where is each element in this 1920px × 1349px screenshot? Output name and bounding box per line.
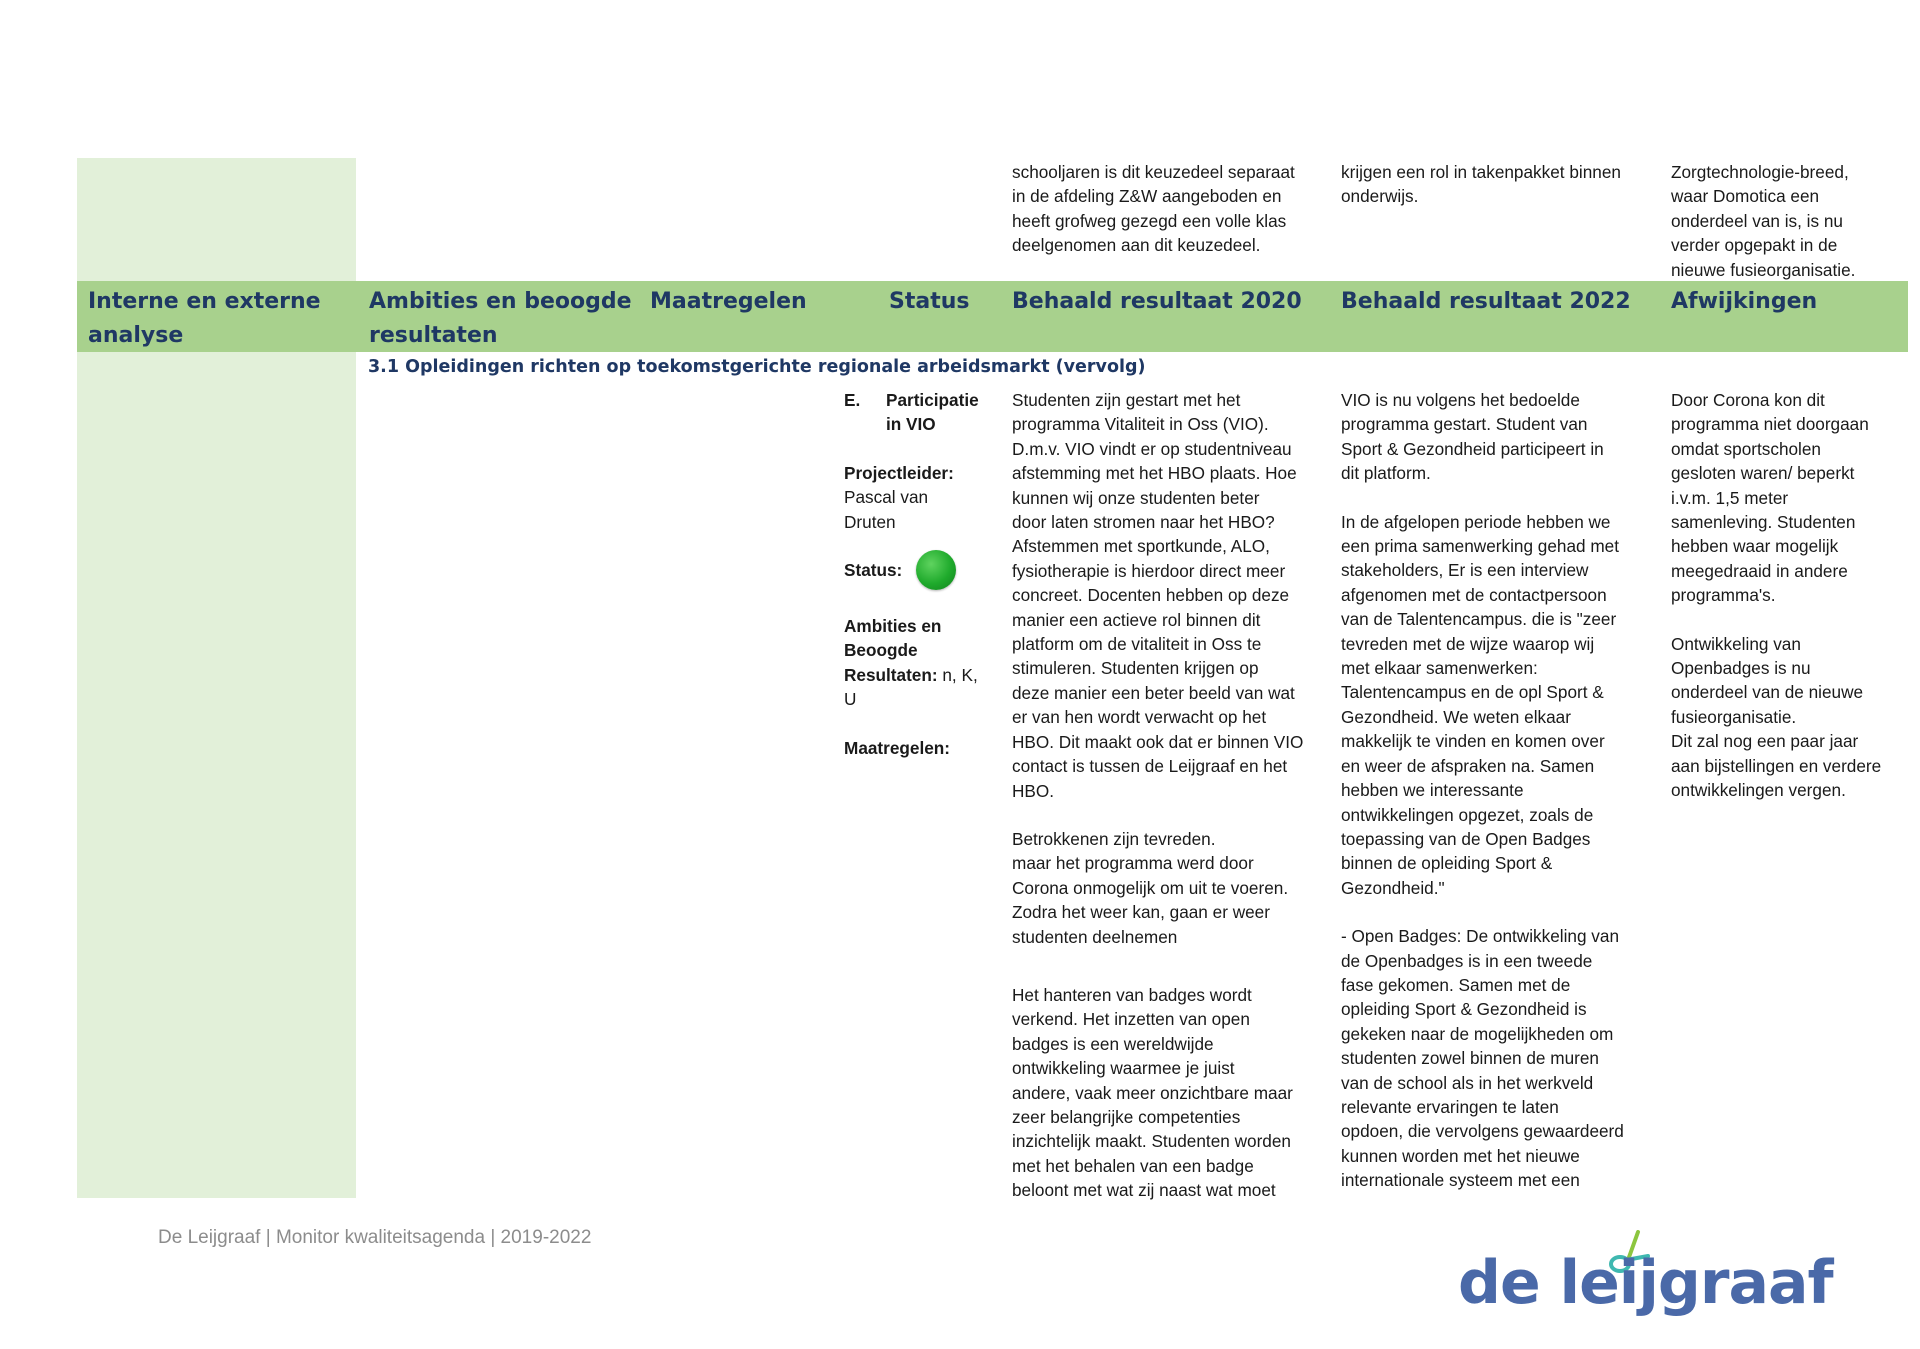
- green-status-dot-icon: [916, 550, 956, 590]
- header-afwijkingen: Afwijkingen: [1671, 289, 1818, 314]
- projectleider-block: [844, 461, 994, 534]
- section-title: 3.1 Opleidingen richten op toekomstgerichte regionale arbeidsmarkt (vervolg): [368, 357, 1146, 377]
- resultaat-2020-paragraph: Betrokkenen zijn tevreden. maar het programma werd door Corona onmogelijk om uit te voeren. Zodra het weer kan, gaan er weer studenten deelnemen: [1012, 828, 1289, 947]
- resultaat-2022-paragraph: VIO is nu volgens het bedoelde programma gestart. Student van Sport & Gezondheid participeert in dit platform.: [1341, 390, 1604, 484]
- projectleider-label: Projectleider:: [844, 462, 954, 483]
- top-fragment-2022: krijgen een rol in takenpakket binnen onderwijs.: [1341, 162, 1621, 207]
- projectleider-value: Pascal van Druten: [844, 487, 929, 532]
- maatregelen-label: Maatregelen:: [844, 737, 951, 758]
- header-resultaat-2020: Behaald resultaat 2020: [1012, 289, 1302, 314]
- ambities-value: n, K, U: [844, 664, 978, 710]
- afwijkingen-cell: [1671, 388, 1911, 803]
- ambities-block: [844, 614, 994, 712]
- page-footer: De Leijgraaf | Monitor kwaliteitsagenda | 2019-2022: [158, 1227, 592, 1248]
- resultaat-2022-paragraph: - Open Badges: De ontwikkeling van de Openbadges is in een tweede fase gekomen. Samen met de opleiding Sport & Gezondheid is gekeken naar de mogelijkheden om studenten zowel binnen de muren van de school als in het werkveld relevante ervaringen te laten opdoen, die vervolgens gewaardeerd kunnen worden met het nieuwe internationale systeem met een: [1341, 926, 1624, 1191]
- top-fragment-2020: schooljaren is dit keuzedeel separaat in de afdeling Z&W aangeboden en heeft grofweg gezegd een volle klas deelgenomen aan dit keuzedeel.: [1012, 162, 1295, 256]
- item-letter: E.: [844, 390, 861, 410]
- header-analyse: Interne en externe analyse: [88, 289, 321, 348]
- resultaat-2022-cell: [1341, 388, 1661, 1193]
- item-title: Participatie in VIO: [886, 390, 979, 435]
- table-header-row: [77, 281, 1908, 352]
- resultaat-2020-cell: [1012, 388, 1332, 1203]
- logo-text: de leijgraaf: [1458, 1248, 1833, 1318]
- item-status-cell: [844, 388, 994, 760]
- afwijkingen-paragraph: Door Corona kon dit programma niet doorgaan omdat sportscholen gesloten waren/ beperkt i.v.m. 1,5 meter samenleving. Studenten hebben waar mogelijk meegedraaid in andere programma's.: [1671, 390, 1869, 606]
- leijgraaf-logo: [1458, 1230, 1833, 1335]
- ambities-label: Ambities en Beoogde Resultaten:: [844, 616, 942, 685]
- header-status: Status: [889, 289, 970, 314]
- resultaat-2020-paragraph: Studenten zijn gestart met het programma Vitaliteit in Oss (VIO). D.m.v. VIO vindt er op studentniveau afstemming met het HBO plaats. Hoe kunnen wij onze studenten beter door laten stromen naar het HBO? Afstemmen met sportkunde, ALO, fysiotherapie is hierdoor direct meer concreet. Docenten hebben op deze manier een actieve rol binnen dit platform om de vitaliteit in Oss te stimuleren. Studenten krijgen op deze manier een beter beeld van wat er van hen wordt verwacht op het HBO. Dit maakt ook dat er binnen VIO contact is tussen de Leijgraaf en het HBO.: [1012, 390, 1304, 801]
- status-row: [844, 550, 994, 590]
- header-maatregelen: Maatregelen: [650, 289, 807, 314]
- item-heading: [844, 388, 994, 437]
- top-fragment-afwijkingen: Zorgtechnologie-breed, waar Domotica een onderdeel van is, is nu verder opgepakt in de nieuwe fusieorganisatie.: [1671, 162, 1856, 280]
- header-ambities: Ambities en beoogde resultaten: [369, 289, 632, 348]
- resultaat-2022-paragraph: In de afgelopen periode hebben we een prima samenwerking gehad met stakeholders, Er is een interview afgenomen met de contactpersoon van de Talentencampus. die is "zeer tevreden met de wijze waarop wij met elkaar samenwerken: Talentencampus en de opl Sport & Gezondheid. We weten elkaar makkelijk te vinden en komen over en weer de afspraken na. Samen hebben we interessante ontwikkelingen opgezet, zoals de toepassing van de Open Badges binnen de opleiding Sport & Gezondheid.": [1341, 511, 1620, 898]
- status-label: Status:: [844, 559, 903, 580]
- header-resultaat-2022: Behaald resultaat 2022: [1341, 289, 1631, 314]
- afwijkingen-paragraph: Ontwikkeling van Openbadges is nu onderdeel van de nieuwe fusieorganisatie. Dit zal nog een paar jaar aan bijstellingen en verdere ontwikkelingen vergen.: [1671, 633, 1882, 801]
- resultaat-2020-paragraph: Het hanteren van badges wordt verkend. Het inzetten van open badges is een wereldwijde ontwikkeling waarmee je juist andere, vaak meer onzichtbare maar zeer belangrijke competenties inzichtelijk maakt. Studenten worden met het behalen van een badge beloont met wat zij naast wat moet: [1012, 984, 1293, 1201]
